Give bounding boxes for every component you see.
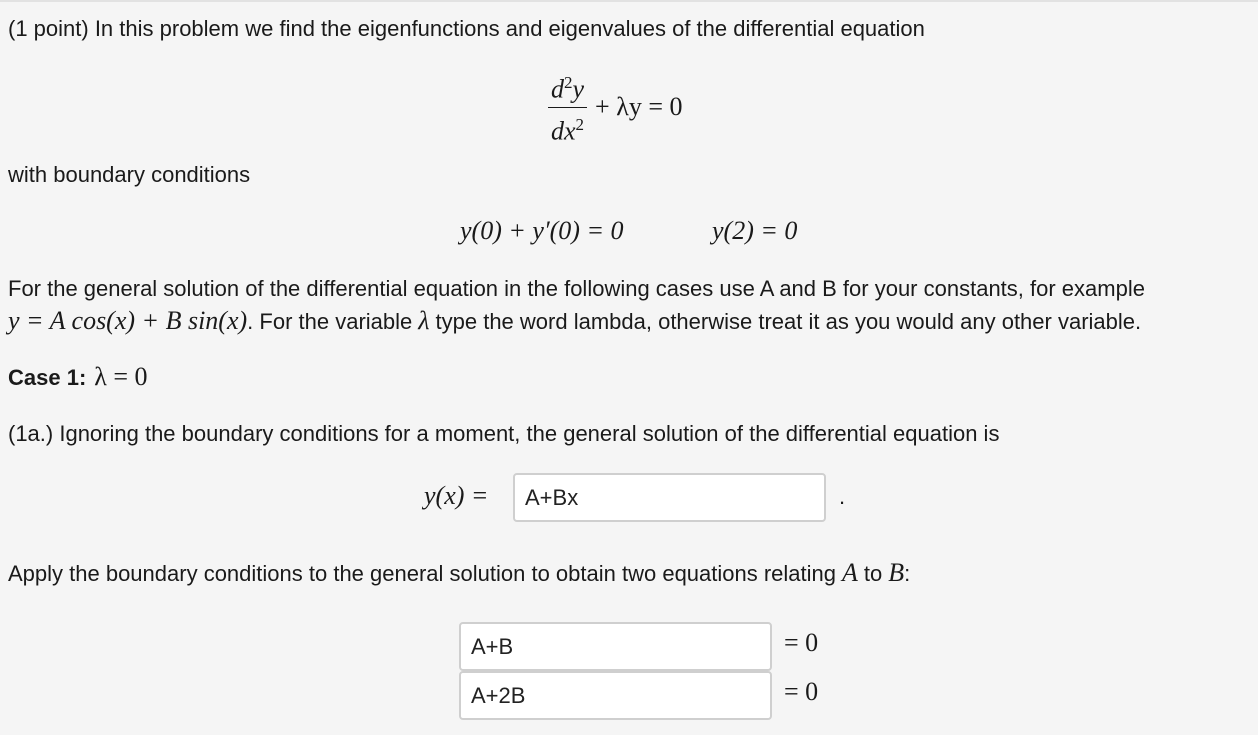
apply-colon: :: [904, 561, 911, 586]
apply-text: Apply the boundary conditions to the general solution to obtain two equations relating: [8, 561, 837, 586]
bc-equation-1-input[interactable]: A+B: [459, 622, 772, 671]
general-instructions-line2: [8, 306, 1141, 336]
apply-bc-instructions: [8, 558, 910, 588]
derivative-fraction: $\frac{d^2y}{dx^2}$: [548, 66, 587, 148]
instructions-lambda-text: type the word lambda, otherwise treat it as you would any other variable.: [435, 309, 1142, 334]
bc-equation-2-suffix: = 0: [784, 677, 819, 706]
case1-math: λ = 0: [94, 362, 148, 391]
instructions-variable-text: . For the variable: [247, 309, 413, 334]
bc-equation-2-input[interactable]: A+2B: [459, 671, 772, 720]
boundary-condition-1: y(0) + y′(0) = 0: [460, 216, 624, 245]
yx-label: y(x) =: [424, 481, 489, 510]
apply-to: to: [863, 561, 883, 586]
question-1a: (1a.) Ignoring the boundary conditions for a moment, the general solution of the differential equation is: [8, 421, 1000, 446]
top-border: [0, 0, 1258, 2]
apply-A: A: [842, 558, 858, 587]
case1-heading: [8, 362, 148, 392]
equation-rhs: + λy = 0: [595, 92, 683, 122]
general-instructions-line1: For the general solution of the differential equation in the following cases use A and B for your constants, for example: [8, 276, 1145, 301]
lambda-symbol: λ: [418, 306, 430, 335]
bc-equation-1-suffix: = 0: [784, 628, 819, 657]
problem-intro: (1 point) In this problem we find the eigenfunctions and eigenvalues of the differential equation: [8, 16, 925, 41]
period: .: [839, 484, 846, 509]
general-solution-input[interactable]: A+Bx: [513, 473, 826, 522]
boundary-condition-2: y(2) = 0: [712, 216, 798, 245]
case1-label: Case 1:: [8, 365, 87, 390]
apply-B: B: [888, 558, 905, 587]
bc-intro: with boundary conditions: [8, 162, 251, 187]
differential-equation: [548, 66, 682, 148]
example-solution-math: y = A cos(x) + B sin(x): [8, 306, 248, 335]
